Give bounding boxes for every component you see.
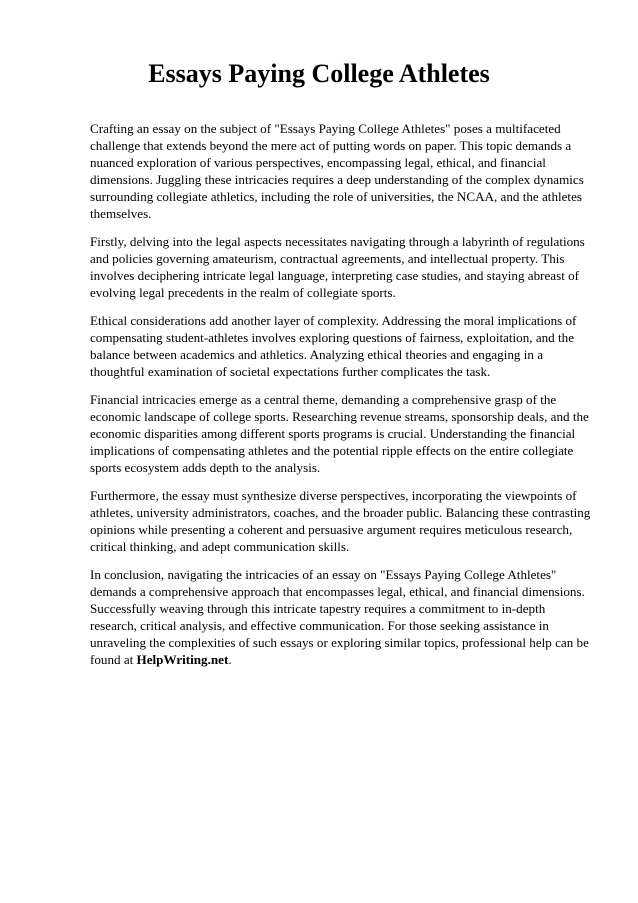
page-title: Essays Paying College Athletes: [148, 59, 490, 88]
paragraph-legal: Firstly, delving into the legal aspects necessitates navigating through a labyrinth of regulations and policies governing amateurism, contractual agreements, and intellectual property. This involves deciphering intricate legal language, interpreting case studies, and staying abreast of evolving legal precedents in the realm of collegiate sports.: [90, 234, 585, 300]
paragraph-ethical: Ethical considerations add another layer of complexity. Addressing the moral implications of compensating student-athletes involves exploring questions of fairness, exploitation, and the balance between academics and athletics. Analyzing ethical theories and engaging in a thoughtful examination of societal expectations further complicates the task.: [90, 313, 577, 379]
paragraph-conclusion: [90, 566, 595, 668]
conclusion-text: In conclusion, navigating the intricacies of an essay on "Essays Paying College Athletes" demands a comprehensive approach that encompasses legal, ethical, and financial dimensions. Successfully weaving through this intricate tapestry requires a commitment to in-depth research, critical analysis, and effective communication. For those seeking assistance in unraveling the complexities of such essays or exploring similar topics, professional help can be found at: [90, 567, 589, 667]
helpwriting-link[interactable]: HelpWriting.net: [136, 652, 229, 667]
paragraph-intro: Crafting an essay on the subject of "Essays Paying College Athletes" poses a multifaceted challenge that extends beyond the mere act of putting words on paper. This topic demands a nuanced exploration of various perspectives, encompassing legal, ethical, and financial dimensions. Juggling these intricacies requires a deep understanding of the complex dynamics surrounding collegiate athletics, including the role of universities, the NCAA, and the athletes themselves.: [90, 121, 584, 221]
paragraph-financial: Financial intricacies emerge as a central theme, demanding a comprehensive grasp of the economic landscape of college sports. Researching revenue streams, sponsorship deals, and the economic disparities among different sports programs is crucial. Understanding the financial implications of compensating athletes and the potential ripple effects on the entire collegiate sports ecosystem adds depth to the analysis.: [90, 392, 589, 475]
essay-body: [90, 120, 595, 679]
link-suffix: .: [228, 652, 232, 667]
paragraph-perspectives: Furthermore, the essay must synthesize diverse perspectives, incorporating the viewpoints of athletes, university administrators, coaches, and the broader public. Balancing these contrasting opinions while presenting a coherent and persuasive argument requires meticulous research, critical thinking, and adept communication skills.: [90, 488, 591, 554]
